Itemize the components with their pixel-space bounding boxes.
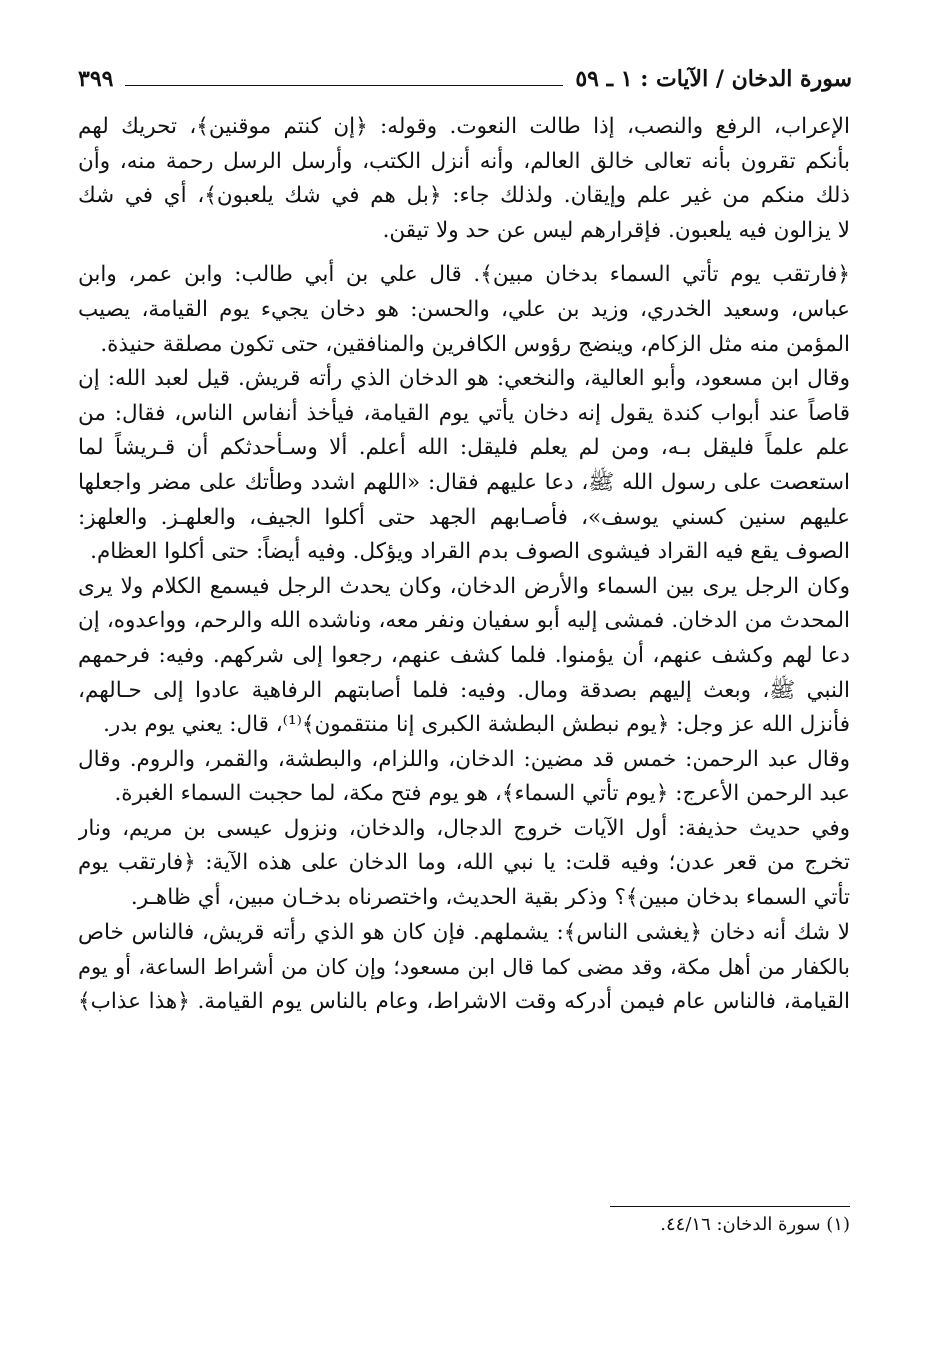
text-line: المحدث من الدخان. فمشى إليه أبو سفيان ونفر معه، وناشده الله والرحم، وواعدوه، إن [78,608,850,634]
text-line: عبد الرحمن الأعرج: ﴿يوم تأتي السماء﴾، هو يوم فتح مكة، لما حجبت السماء الغبرة. [114,781,850,807]
footnote-rule [610,1206,850,1207]
text-line: بأنكم تقرون بأنه تعالى خالق العالم، وأنه أنزل الكتب، وأرسل الرسل رحمة منه، وأن [78,148,850,174]
text-line: عباس، وسعيد الخدري، وزيد بن علي، والحسن: هو دخان يجيء يوم القيامة، يصيب [78,296,850,322]
text-line: استعصت على رسول الله ﷺ، دعا عليهم فقال: «اللهم اشدد وطأتك على مضر واجعلها [78,469,850,495]
text-line: ﴿فارتقب يوم تأتي السماء بدخان مبين﴾. قال علي بن أبي طالب: وابن عمر، وابن [78,262,850,288]
text-line: علم علماً فليقل بـه، ومن لم يعلم فليقل: الله أعلم. ألا وسـأحدثكم أن قـريشاً لما [78,435,850,461]
text-line: الإعراب، الرفع والنصب، إذا طالت النعوت. وقوله: ﴿إن كنتم موقنين﴾، تحريك لهم [78,114,850,139]
text-line: دعا لهم وكشف عنهم، أن يؤمنوا. فلما كشف عنهم، رجعوا إلى شركهم. وفيه: فرحمهم [78,642,850,668]
footnote: (١) سورة الدخان: ٤٤/١٦. [660,1214,850,1235]
text-line: قاصاً عند أبواب كندة يقول إنه دخان يأتي يوم القيامة، فيأخذ أنفاس الناس، فقال: من [78,400,850,426]
text-line: الصوف يقع فيه القراد فيشوى الصوف بدم القراد ويؤكل. وفيه أيضاً: حتى أكلوا العظام. [90,539,850,565]
text-line: لا يزالون فيه يلعبون. فإقرارهم ليس عن حد ولا تيقن. [382,217,850,243]
header-rule [125,85,563,86]
text-line: النبي ﷺ، وبعث إليهم بصدقة ومال. وفيه: فلما أصابتهم الرفاهية عادوا إلى حـالهم، [78,677,850,703]
text-line: وفي حديث حذيفة: أول الآيات خروج الدجال، والدخان، ونزول عيسى بن مريم، ونار [78,815,850,841]
text-line: المؤمن منه مثل الزكام، وينضج رؤوس الكافرين والمنافقين، حتى تكون مصلقة حنيذة. [100,331,850,357]
body-text [78,110,850,1019]
page-number: ٣٩٩ [78,66,114,92]
text-line: فأنزل الله عز وجل: ﴿يوم نبطش البطشة الكبرى إنا منتقمون﴾⁽¹⁾، قال: يعني يوم بدر. [103,712,850,738]
text-line: لا شك أنه دخان ﴿يغشى الناس﴾: يشملهم. فإن كان هو الذي رأته قريش، فالناس خاص [78,919,850,945]
text-line: وكان الرجل يرى بين السماء والأرض الدخان، وكان يحدث الرجل فيسمع الكلام ولا يرى [78,573,850,599]
text-line: تخرج من قعر عدن؛ وفيه قلت: يا نبي الله، وما الدخان على هذه الآية: ﴿فارتقب يوم [78,850,850,876]
running-title: سورة الدخان / الآيات : ١ ـ ٥٩ [575,66,852,92]
text-line: بالكفار من أهل مكة، وقد مضى كما قال ابن مسعود؛ وإن كان من أشراط الساعة، أو يوم [78,955,850,980]
text-line: القيامة، فالناس عام فيمن أدركه وقت الاشراط، وعام بالناس يوم القيامة. ﴿هذا عذاب﴾ [78,988,850,1014]
paragraph-1 [78,110,850,248]
text-line: تأتي السماء بدخان مبين﴾؟ وذكر بقية الحديث، واختصرناه بدخـان مبين، أي ظاهـر. [130,885,850,911]
page-header [78,58,852,94]
text-line: ذلك منكم من غير علم وإيقان. ولذلك جاء: ﴿بل هم في شك يلعبون﴾، أي في شك [78,183,850,209]
text-line: وقال ابن مسعود، وأبو العالية، والنخعي: هو الدخان الذي رأته قريش. قيل لعبد الله: إن [78,366,850,392]
text-line: عليهم سنين كسني يوسف»، فأصـابهم الجهد حتى أكلوا الجيف، والعلهـز. والعلهز: [78,504,850,530]
text-line: وقال عبد الرحمن: خمس قد مضين: الدخان، واللزام، والبطشة، والقمر، والروم. وقال [78,746,850,772]
paragraph-2 [78,258,850,1019]
